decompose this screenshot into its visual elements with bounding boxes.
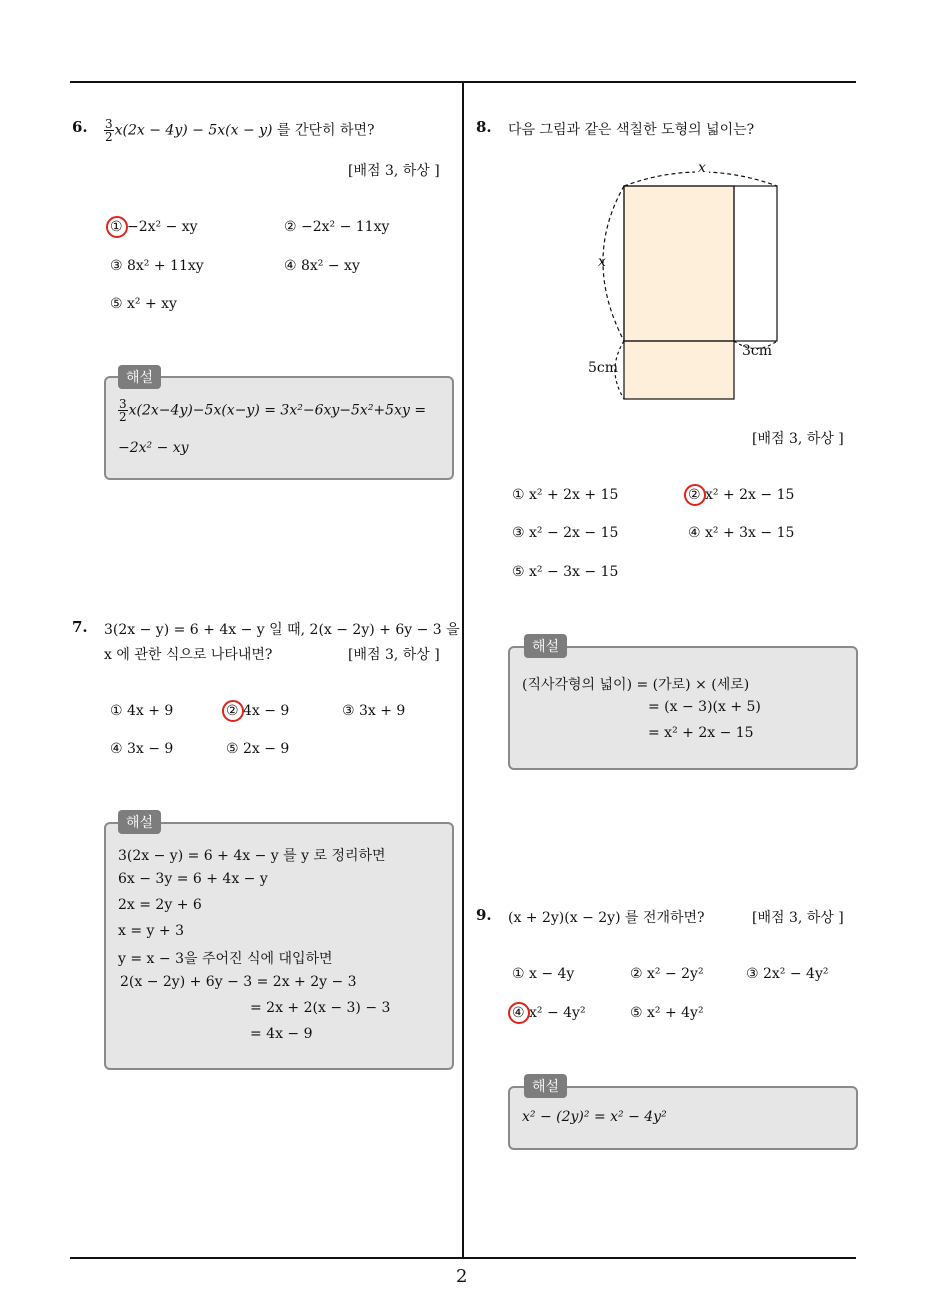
figure-label-top: x bbox=[695, 160, 709, 176]
question-7-line-1: 3(2x − y) = 6 + 4x − y 일 때, 2(x − 2y) + 6y − 3 을 bbox=[104, 622, 460, 638]
question-7-number: 7. bbox=[72, 618, 88, 636]
q6-solution-line-1: $\frac{3}{2}$ x(2x−4y)−5x(x−y) = 3x²−6xy−5x²+5xy = bbox=[119, 397, 427, 424]
answer-mark-circle bbox=[684, 484, 706, 506]
q7-solution-line: 2(x − 2y) + 6y − 3 = 2x + 2y − 3 bbox=[120, 974, 357, 990]
answer-mark-circle bbox=[508, 1002, 530, 1024]
q9-solution-tag: 해설 bbox=[524, 1074, 567, 1098]
shaded-region bbox=[624, 186, 734, 399]
q8-choice-3[interactable]: ③ x² − 2x − 15 bbox=[512, 525, 619, 541]
q7-solution-line: x = y + 3 bbox=[118, 923, 184, 939]
q8-choice-4[interactable]: ④ x² + 3x − 15 bbox=[688, 525, 795, 541]
q6-choice-2[interactable]: ② −2x² − 11xy bbox=[284, 219, 390, 235]
bottom-rule bbox=[70, 1257, 856, 1259]
question-8-meta: [배점 3, 하상 ] bbox=[752, 431, 844, 447]
q6-solution-tag: 해설 bbox=[118, 365, 161, 389]
q7-choice-1[interactable]: ① 4x + 9 bbox=[110, 703, 174, 719]
q6-choice-1[interactable]: ① −2x² − xy bbox=[110, 219, 198, 235]
q8-choice-1[interactable]: ① x² + 2x + 15 bbox=[512, 487, 619, 503]
q6-solution-box bbox=[104, 376, 454, 480]
q7-solution-line: 3(2x − y) = 6 + 4x − y 를 y 로 정리하면 bbox=[118, 848, 386, 864]
q7-choice-3[interactable]: ③ 3x + 9 bbox=[342, 703, 406, 719]
fraction: $\frac{3}{2}$ bbox=[105, 117, 113, 144]
q7-choice-5[interactable]: ⑤ 2x − 9 bbox=[226, 741, 290, 757]
question-8-stem: 다음 그림과 같은 색칠한 도형의 넓이는? bbox=[508, 122, 755, 138]
question-7-meta: [배점 3, 하상 ] bbox=[348, 647, 440, 663]
q8-choice-5[interactable]: ⑤ x² − 3x − 15 bbox=[512, 564, 619, 580]
q7-solution-tag: 해설 bbox=[118, 810, 161, 834]
question-9-number: 9. bbox=[476, 906, 492, 924]
question-9-meta: [배점 3, 하상 ] bbox=[752, 910, 844, 926]
q7-solution-line: = 2x + 2(x − 3) − 3 bbox=[250, 1000, 391, 1016]
question-8-number: 8. bbox=[476, 118, 492, 136]
q8-solution-line: = (x − 3)(x + 5) bbox=[648, 699, 761, 715]
q6-choice-3[interactable]: ③ 8x² + 11xy bbox=[110, 258, 204, 274]
question-6-stem: $\frac{3}{2}$ x(2x − 4y) − 5x(x − y) 를 간단히 하면? bbox=[105, 117, 375, 144]
figure-label-left: x bbox=[598, 254, 606, 270]
answer-mark-circle bbox=[106, 216, 128, 238]
answer-mark-circle bbox=[222, 700, 244, 722]
q9-solution-line: x² − (2y)² = x² − 4y² bbox=[522, 1109, 667, 1125]
q7-choice-4[interactable]: ④ 3x − 9 bbox=[110, 741, 174, 757]
figure-label-right: 3cm bbox=[742, 343, 773, 359]
q9-choice-2[interactable]: ② x² − 2y² bbox=[630, 966, 704, 982]
question-7-line-2: x 에 관한 식으로 나타내면? bbox=[104, 647, 273, 663]
q8-solution-line: = x² + 2x − 15 bbox=[648, 725, 754, 741]
figure-label-bottom-left: 5cm bbox=[588, 360, 619, 376]
q6-solution-line-2: −2x² − xy bbox=[118, 440, 189, 456]
q7-solution-line: = 4x − 9 bbox=[250, 1026, 313, 1042]
page-number: 2 bbox=[456, 1266, 468, 1287]
question-9-stem: (x + 2y)(x − 2y) 를 전개하면? bbox=[508, 910, 705, 926]
q8-solution-tag: 해설 bbox=[524, 634, 567, 658]
q9-choice-1[interactable]: ① x − 4y bbox=[512, 966, 575, 982]
q6-choice-5[interactable]: ⑤ x² + xy bbox=[110, 296, 177, 312]
q7-choice-2[interactable]: ② 4x − 9 bbox=[226, 703, 290, 719]
q9-choice-3[interactable]: ③ 2x² − 4y² bbox=[746, 966, 829, 982]
question-6-number: 6. bbox=[72, 118, 88, 136]
q7-solution-line: y = x − 3을 주어진 식에 대입하면 bbox=[118, 951, 333, 967]
q7-solution-line: 2x = 2y + 6 bbox=[118, 897, 202, 913]
q8-choice-2[interactable]: ② x² + 2x − 15 bbox=[688, 487, 795, 503]
dimension-arc-left bbox=[603, 186, 624, 341]
q8-solution-line: (직사각형의 넓이) = (가로) × (세로) bbox=[522, 677, 750, 693]
column-divider bbox=[462, 83, 464, 1257]
question-6-meta: [배점 3, 하상 ] bbox=[348, 163, 440, 179]
q9-choice-5[interactable]: ⑤ x² + 4y² bbox=[630, 1005, 704, 1021]
q6-choice-4[interactable]: ④ 8x² − xy bbox=[284, 258, 360, 274]
q7-solution-line: 6x − 3y = 6 + 4x − y bbox=[118, 871, 268, 887]
q9-choice-4[interactable]: ④ x² − 4y² bbox=[512, 1005, 586, 1021]
